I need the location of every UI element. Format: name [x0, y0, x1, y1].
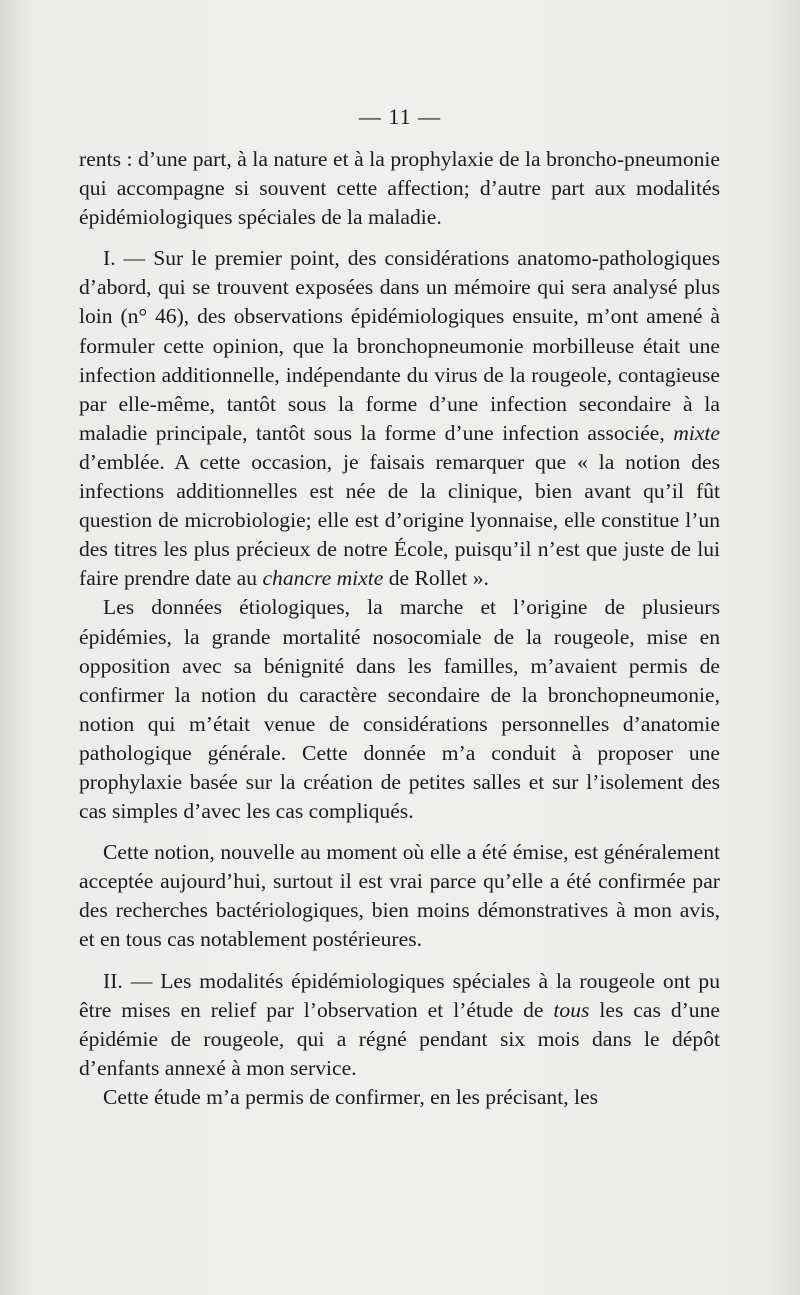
italic-text: mixte — [673, 420, 720, 445]
text-run: II. — Les modalités épidémiologiques spéciales à la rougeole ont pu être mises en relief par l’observation et l’étude de — [79, 968, 720, 1022]
text-run: I. — Sur le premier point, des considérations anatomo-pathologiques d’abord, qui se trouvent exposées dans un mémoire qui sera analysé plus loin (n° 46), des observations épidémiologiques ensuite, m’ont amené à formuler cette opinion, que la bronchopneumonie morbilleuse était une infection additionnelle, indépendante du virus de la rougeole, contagieuse par elle-même, tantôt sous la forme d’une infection secondaire à la maladie principale, tantôt sous la forme d’une infection associée, — [79, 246, 720, 445]
text-run: d’emblée. A cette occasion, je faisais remarquer que « la notion des infections additionnelles est née de la clinique, bien avant qu’il fût question de microbiologie; elle est d’origine lyonnaise, elle constitue l’un des titres les plus précieux de notre École, puisqu’il n’est que juste de lui faire prendre date au — [79, 449, 720, 591]
text-run: Les données étiologiques, la marche et l’origine de plusieurs épidémies, la grande mortalité nosocomiale de la rougeole, mise en opposition avec sa bénignité dans les familles, m’avaient permis de confirmer la notion du caractère secondaire de la bronchopneumonie, notion qui m’était venue de considérations personnelles d’anatomie pathologique générale. Cette donnée m’a conduit à proposer une prophylaxie basée sur la création de petites salles et sur l’isolement des cas simples d’avec les cas compliqués. — [79, 595, 720, 824]
paragraph-continuation — [79, 145, 720, 232]
italic-text: tous — [553, 997, 590, 1022]
italic-text: chancre mixte — [262, 566, 384, 591]
text-run: Cette notion, nouvelle au moment où elle a été émise, est généralement acceptée aujourd’hui, surtout il est vrai parce qu’elle a été confirmée par des recherches bactériologiques, bien moins démonstratives à mon avis, et en tous cas notablement postérieures. — [79, 840, 720, 952]
paragraph-notion — [79, 838, 720, 954]
paragraph-etiology — [79, 593, 720, 826]
text-run: rents : d’une part, à la nature et à la prophylaxie de la broncho-pneumonie qui accompagne si souvent cette affection; d’autre part aux modalités épidémiologiques spéciales de la maladie. — [79, 147, 720, 230]
text-run: les cas d’une épidémie de rougeole, qui a régné pendant six mois dans le dépôt d’enfants annexé à mon service. — [79, 997, 720, 1080]
body-text — [79, 145, 720, 1112]
paragraph-last-line — [79, 1083, 720, 1112]
paragraph-section-one — [79, 244, 720, 593]
text-run: Cette étude m’a permis de confirmer, en les précisant, les — [103, 1084, 599, 1109]
page-number: — 11 — — [358, 104, 442, 129]
paragraph-section-two — [79, 967, 720, 1083]
text-run: de Rollet ». — [383, 566, 489, 591]
